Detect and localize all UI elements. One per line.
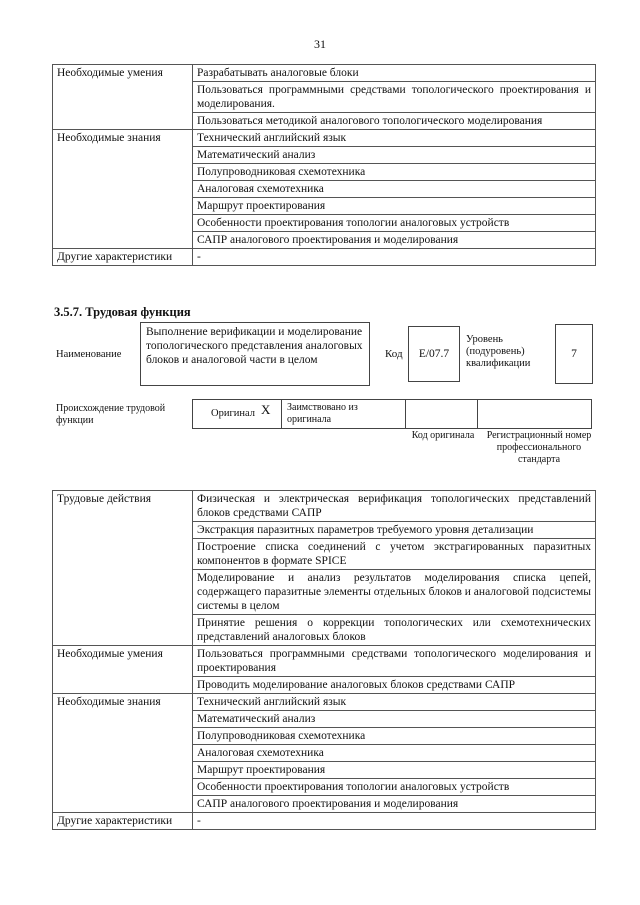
row-item: Проводить моделирование аналоговых блоков средствами САПР bbox=[193, 677, 596, 694]
row-item: Моделирование и анализ результатов моделирования списка цепей, содержащего паразитные элементы отдельных блоков и аналоговой подсистемы системы в целом bbox=[193, 570, 596, 615]
row-item: Принятие решения о коррекции топологических или схемотехнических представлений аналоговых блоков bbox=[193, 615, 596, 646]
code-value: E/07.7 bbox=[418, 348, 450, 360]
row-header: Необходимые знания bbox=[53, 694, 193, 813]
row-item: Маршрут проектирования bbox=[193, 762, 596, 779]
table-row bbox=[53, 491, 596, 522]
section-title: 3.5.7. Трудовая функция bbox=[54, 305, 191, 319]
row-header: Необходимые умения bbox=[53, 646, 193, 694]
row-item: САПР аналогового проектирования и моделирования bbox=[193, 796, 596, 813]
row-item: Особенности проектирования топологии аналоговых устройств bbox=[193, 779, 596, 796]
table-row bbox=[53, 249, 596, 266]
table-row bbox=[53, 130, 596, 147]
row-item: Разрабатывать аналоговые блоки bbox=[193, 65, 596, 82]
row-item: Экстракция паразитных параметров требуемого уровня детализации bbox=[193, 522, 596, 539]
row-item: Построение списка соединений с учетом экстрагированных паразитных компонентов в формате SPICE bbox=[193, 539, 596, 570]
original-label: Оригинал bbox=[211, 408, 255, 419]
origin-label: Происхождение трудовой функции bbox=[56, 403, 166, 426]
requirements-table-2 bbox=[52, 490, 596, 830]
row-item: Пользоваться программными средствами топологического моделирования и проектирования bbox=[193, 646, 596, 677]
table-row bbox=[53, 813, 596, 830]
row-header: Необходимые знания bbox=[53, 130, 193, 249]
code-label: Код bbox=[385, 348, 403, 360]
row-item: Аналоговая схемотехника bbox=[193, 181, 596, 198]
row-item: - bbox=[193, 813, 596, 830]
code-box bbox=[408, 326, 460, 382]
requirements-table-1 bbox=[52, 64, 596, 266]
table-row bbox=[53, 65, 596, 82]
row-item: Маршрут проектирования bbox=[193, 198, 596, 215]
row-item: Математический анализ bbox=[193, 147, 596, 164]
row-item: Технический английский язык bbox=[193, 130, 596, 147]
origin-box bbox=[192, 399, 592, 429]
row-item: Математический анализ bbox=[193, 711, 596, 728]
row-item: Технический английский язык bbox=[193, 694, 596, 711]
row-item: САПР аналогового проектирования и моделирования bbox=[193, 232, 596, 249]
row-item: Полупроводниковая схемотехника bbox=[193, 728, 596, 745]
level-box bbox=[555, 324, 593, 384]
table-row bbox=[53, 694, 596, 711]
borrowed-label: Заимствовано из оригинала bbox=[287, 402, 358, 425]
row-item: Аналоговая схемотехника bbox=[193, 745, 596, 762]
row-item: Полупроводниковая схемотехника bbox=[193, 164, 596, 181]
row-item: Физическая и электрическая верификация топологических представлений блоков средствами САПР bbox=[193, 491, 596, 522]
row-header: Необходимые умения bbox=[53, 65, 193, 130]
row-header: Другие характеристики bbox=[53, 249, 193, 266]
row-header: Другие характеристики bbox=[53, 813, 193, 830]
original-mark: X bbox=[261, 402, 271, 417]
level-label: Уровень (подуровень) квалификации bbox=[466, 334, 531, 369]
table-row bbox=[53, 646, 596, 677]
function-name-box bbox=[140, 322, 370, 386]
row-item: Пользоваться программными средствами топологического проектирования и моделирования. bbox=[193, 82, 596, 113]
row-item: Пользоваться методикой аналогового топологического моделирования bbox=[193, 113, 596, 130]
row-item: Особенности проектирования топологии аналоговых устройств bbox=[193, 215, 596, 232]
row-item: - bbox=[193, 249, 596, 266]
level-value: 7 bbox=[571, 348, 577, 360]
function-name-value: Выполнение верификации и моделирование топологического представления аналоговых блоков и аналоговой части в целом bbox=[146, 326, 363, 366]
code-original-label: Код оригинала bbox=[411, 430, 475, 441]
name-label: Наименование bbox=[56, 349, 122, 360]
row-header: Трудовые действия bbox=[53, 491, 193, 646]
reg-number-label: Регистрационный номер профессионального стандарта bbox=[486, 430, 592, 465]
page-number: 31 bbox=[314, 37, 326, 51]
